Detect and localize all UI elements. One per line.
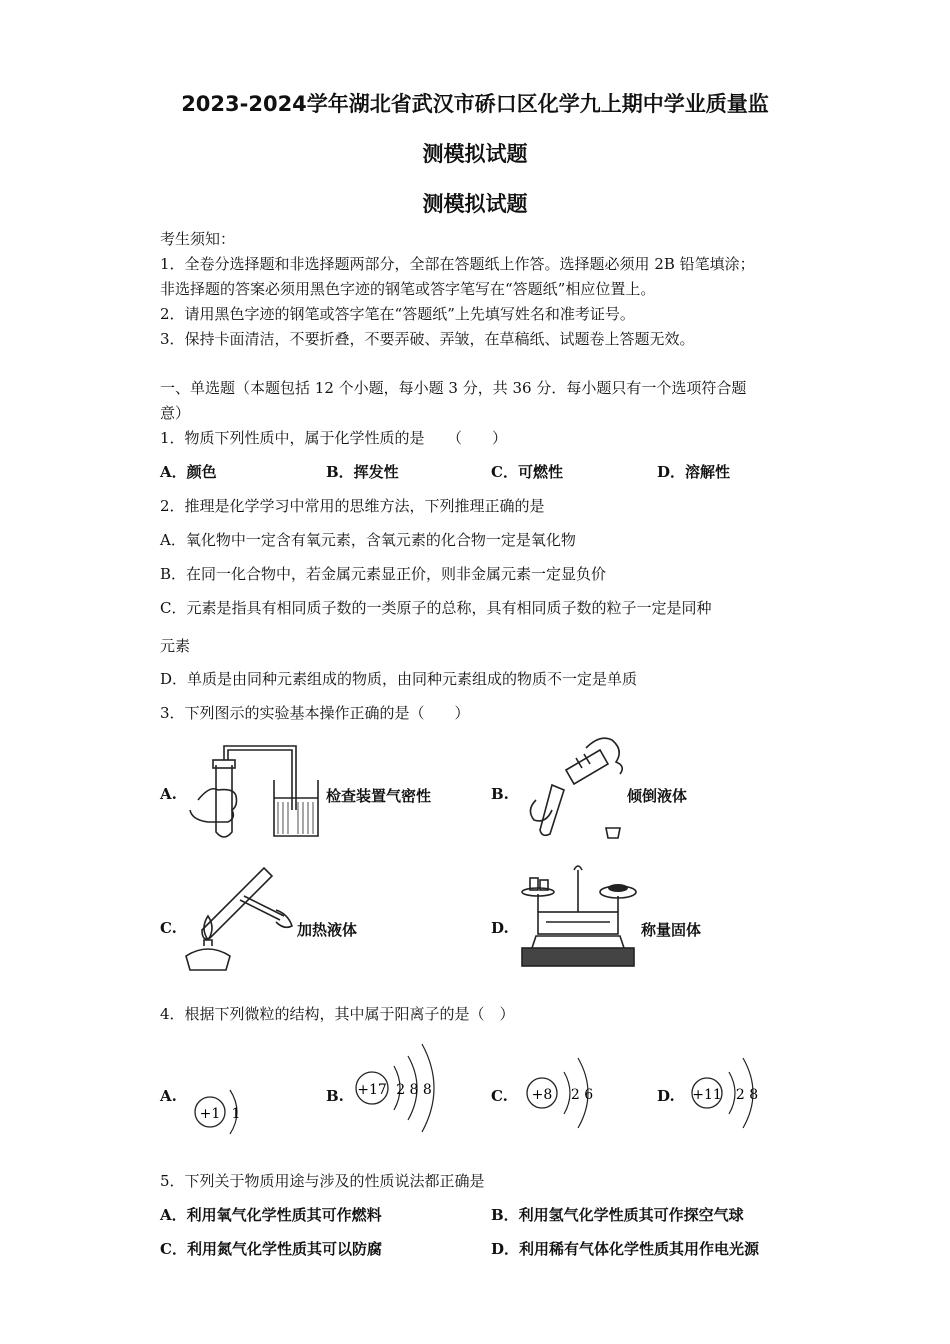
section-heading-line1: 一、单选题（本题包括 12 个小题，每小题 3 分，共 36 分．每小题只有一个选项符合题 xyxy=(160,379,747,397)
q5-option-c: C．利用氮气化学性质其可以防腐 xyxy=(160,1240,382,1258)
q2-option-d: D．单质是由同种元素组成的物质，由同种元素组成的物质不一定是单质 xyxy=(160,670,638,688)
q4-option-a-letter: A. xyxy=(160,1087,177,1105)
section-heading-line2: 意） xyxy=(160,404,191,422)
q3-option-c-letter: C. xyxy=(160,919,177,937)
q4-atom-d-diagram xyxy=(687,1048,767,1138)
q4-stem: 4．根据下列微粒的结构，其中属于阳离子的是（ ） xyxy=(160,1005,515,1023)
q4-atom-a-diagram xyxy=(192,1078,252,1148)
page-title-line3: 测模拟试题 xyxy=(422,192,528,216)
q4-atom-a-nucleus: +1 xyxy=(199,1106,221,1122)
notice-heading: 考生须知： xyxy=(160,230,236,248)
balance-image xyxy=(516,860,641,972)
q4-atom-c-diagram xyxy=(522,1048,602,1138)
q5-option-a: A．利用氧气化学性质其可作燃料 xyxy=(160,1206,382,1224)
pouring-liquid-image xyxy=(516,730,631,845)
notice-item-3: 3．保持卡面清洁，不要折叠，不要弄破、弄皱，在草稿纸、试题卷上答题无效。 xyxy=(160,330,695,348)
notice-item-2: 2．请用黑色字迹的钢笔或答字笔在“答题纸”上先填写姓名和准考证号。 xyxy=(160,305,635,323)
notice-item-1b: 非选择题的答案必须用黑色字迹的钢笔或答字笔写在“答题纸”相应位置上。 xyxy=(160,280,656,298)
q4-atom-b-shells: 2 8 8 xyxy=(396,1082,432,1098)
q2-option-c-line1: C．元素是指具有相同质子数的一类原子的总称，具有相同质子数的粒子一定是同种 xyxy=(160,599,712,617)
heating-liquid-image xyxy=(180,860,295,975)
q5-option-d: D．利用稀有气体化学性质其用作电光源 xyxy=(491,1240,760,1258)
q3-option-b-caption: 倾倒液体 xyxy=(627,787,688,805)
q3-stem: 3．下列图示的实验基本操作正确的是（ ） xyxy=(160,704,470,722)
q1-stem: 1．物质下列性质中，属于化学性质的是 （ ） xyxy=(160,429,508,447)
q5-option-b: B．利用氢气化学性质其可作探空气球 xyxy=(491,1206,744,1224)
q3-option-d-caption: 称量固体 xyxy=(641,921,702,939)
q4-option-b-letter: B. xyxy=(326,1087,344,1105)
notice-item-1a: 1．全卷分选择题和非选择题两部分，全部在答题纸上作答。选择题必须用 2B 铅笔填涂； xyxy=(160,255,755,273)
page-title-line1: 2023-2024学年湖北省武汉市硚口区化学九上期中学业质量监 xyxy=(181,92,769,116)
q1-option-c: C．可燃性 xyxy=(491,463,563,481)
q2-option-b: B．在同一化合物中，若金属元素显正价，则非金属元素一定显负价 xyxy=(160,565,607,583)
gas-tightness-apparatus-image xyxy=(188,740,323,840)
q1-option-b: B．挥发性 xyxy=(326,463,399,481)
q2-option-c-line2: 元素 xyxy=(160,637,191,655)
q3-option-d-letter: D. xyxy=(491,919,509,937)
q1-option-d: D．溶解性 xyxy=(657,463,731,481)
q4-option-d-letter: D. xyxy=(657,1087,675,1105)
q3-option-a-caption: 检查装置气密性 xyxy=(326,787,432,805)
q4-atom-a-shells: 1 xyxy=(231,1106,241,1122)
q1-option-a: A．颜色 xyxy=(160,463,217,481)
q4-atom-b-nucleus: +17 xyxy=(357,1082,387,1098)
q4-option-c-letter: C. xyxy=(491,1087,508,1105)
q4-atom-c-shells: 2 6 xyxy=(570,1087,594,1103)
q2-stem: 2．推理是化学学习中常用的思维方法，下列推理正确的是 xyxy=(160,497,545,515)
q5-stem: 5．下列关于物质用途与涉及的性质说法都正确是 xyxy=(160,1172,485,1190)
q4-atom-c-nucleus: +8 xyxy=(531,1087,553,1103)
q4-atom-d-shells: 2 8 xyxy=(735,1087,759,1103)
page-title-line2: 测模拟试题 xyxy=(422,142,528,166)
q2-option-a: A．氧化物中一定含有氧元素，含氧元素的化合物一定是氧化物 xyxy=(160,531,576,549)
q3-option-b-letter: B. xyxy=(491,785,509,803)
q3-option-a-letter: A. xyxy=(160,785,177,803)
q4-atom-d-nucleus: +11 xyxy=(692,1087,722,1103)
q4-atom-b-diagram xyxy=(352,1038,442,1138)
q3-option-c-caption: 加热液体 xyxy=(297,921,358,939)
